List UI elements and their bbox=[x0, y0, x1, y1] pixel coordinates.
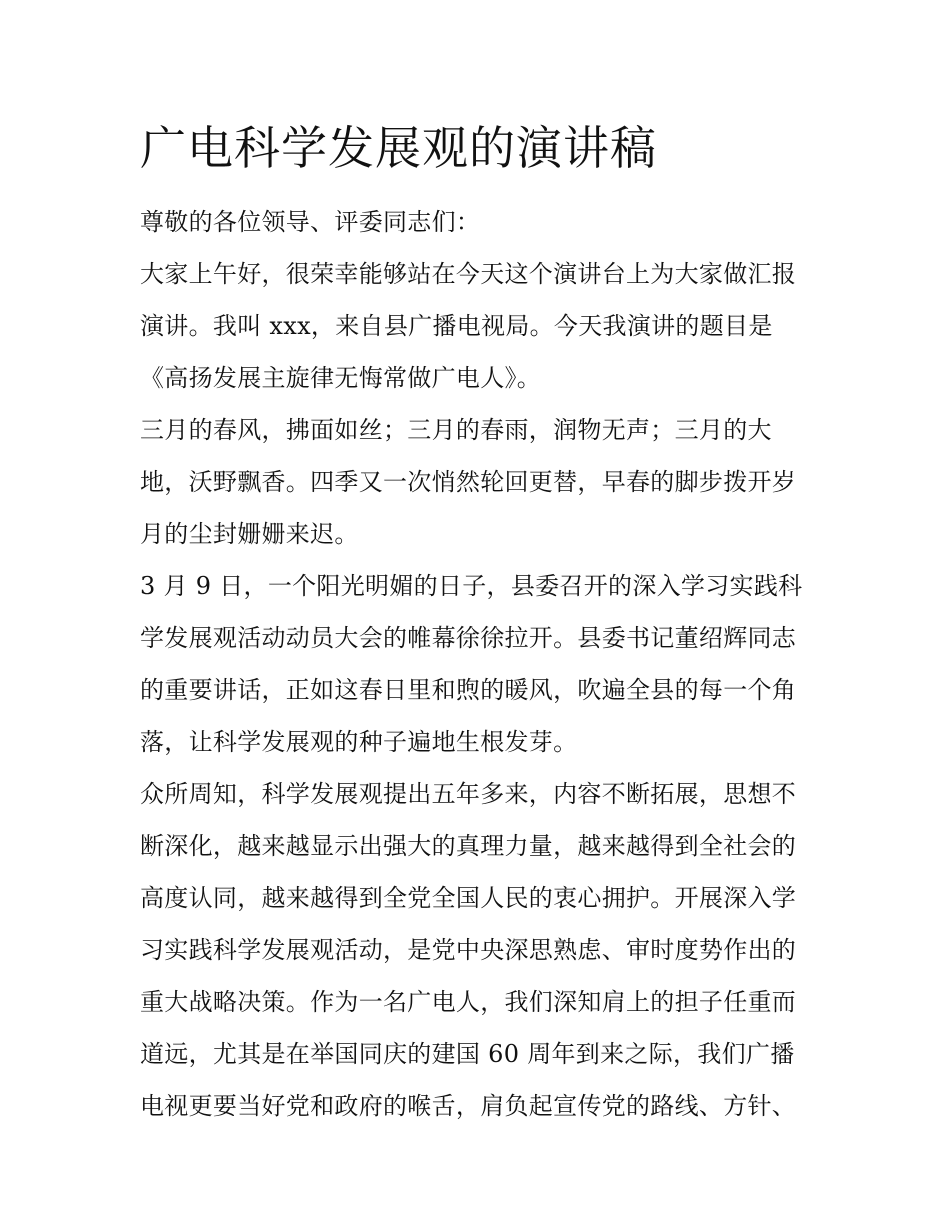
paragraph-line: 地，沃野飘香。四季又一次悄然轮回更替，早春的脚步拨开岁 bbox=[140, 468, 797, 496]
paragraph-line: 的重要讲话，正如这春日里和煦的暖风，吹遍全县的每一个角 bbox=[140, 676, 797, 704]
paragraph-line: 道远，尤其是在举国同庆的建国 60 周年到来之际，我们广播 bbox=[140, 1040, 795, 1068]
paragraph-line: 高度认同，越来越得到全党全国人民的衷心拥护。开展深入学 bbox=[140, 884, 797, 912]
paragraph-line: 演讲。我叫 xxx，来自县广播电视局。今天我演讲的题目是 bbox=[140, 312, 773, 340]
paragraph-line: 重大战略决策。作为一名广电人，我们深知肩上的担子任重而 bbox=[140, 988, 797, 1016]
document-body bbox=[140, 196, 830, 1132]
paragraph-line: 三月的春风，拂面如丝；三月的春雨，润物无声；三月的大 bbox=[140, 416, 772, 444]
paragraph-line: 众所周知，科学发展观提出五年多来，内容不断拓展，思想不 bbox=[140, 780, 797, 808]
paragraph-line: 习实践科学发展观活动，是党中央深思熟虑、审时度势作出的 bbox=[140, 936, 797, 964]
paragraph-line: 落，让科学发展观的种子遍地生根发芽。 bbox=[140, 728, 578, 756]
salutation-line: 尊敬的各位领导、评委同志们： bbox=[140, 208, 481, 236]
paragraph-line: 电视更要当好党和政府的喉舌，肩负起宣传党的路线、方针、 bbox=[140, 1092, 797, 1120]
paragraph-line: 月的尘封姗姗来迟。 bbox=[140, 520, 359, 548]
paragraph-line: 大家上午好，很荣幸能够站在今天这个演讲台上为大家做汇报 bbox=[140, 260, 797, 288]
paragraph-line: 3 月 9 日，一个阳光明媚的日子，县委召开的深入学习实践科 bbox=[140, 572, 803, 600]
paragraph-line: 《高扬发展主旋律无悔常做广电人》。 bbox=[140, 364, 542, 392]
paragraph-line: 学发展观活动动员大会的帷幕徐徐拉开。县委书记董绍辉同志 bbox=[140, 624, 797, 652]
document-title: 广电科学发展观的演讲稿 bbox=[140, 121, 657, 175]
paragraph-line: 断深化，越来越显示出强大的真理力量，越来越得到全社会的 bbox=[140, 832, 797, 860]
